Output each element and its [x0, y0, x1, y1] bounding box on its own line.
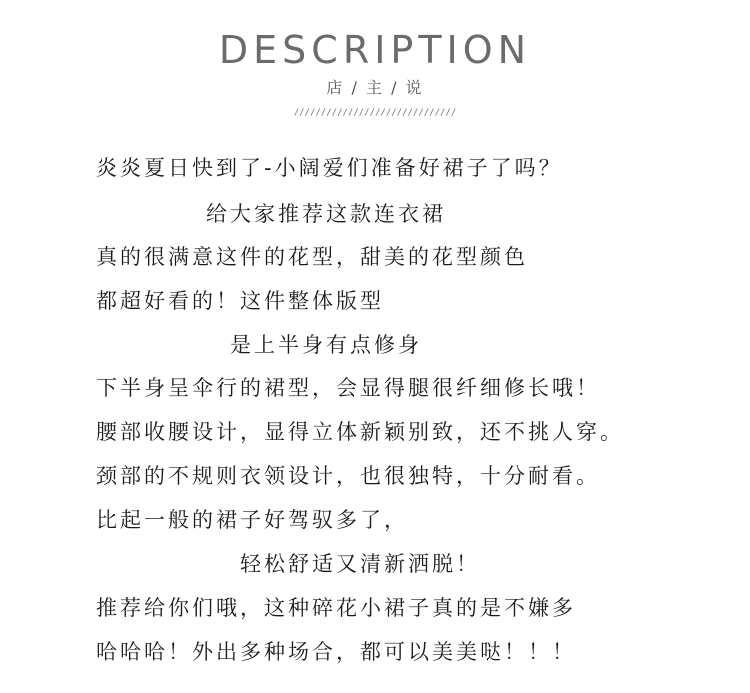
body-line: 下半身呈伞行的裙型，会显得腿很纤细修长哦！ — [96, 376, 600, 400]
body-line: 比起一般的裙子好驾驭多了， — [96, 508, 408, 532]
body-line: 轻松舒适又清新洒脱！ — [240, 552, 480, 576]
page-title: DESCRIPTION — [218, 28, 532, 72]
page-subtitle: 店 / 主 / 说 — [326, 78, 424, 97]
body-line: 哈哈哈！外出多种场合，都可以美美哒！！！ — [96, 640, 576, 664]
description-header — [0, 28, 750, 119]
body-line: 是上半身有点修身 — [230, 333, 422, 357]
body-line: 腰部收腰设计，显得立体新颖别致，还不挑人穿。 — [96, 420, 624, 444]
body-line: 推荐给你们哦，这种碎花小裙子真的是不嫌多 — [96, 596, 576, 620]
hatch-divider: ////////////////////////////// — [293, 108, 457, 118]
body-line: 颈部的不规则衣领设计，也很独特，十分耐看。 — [96, 464, 600, 488]
body-line: 都超好看的！这件整体版型 — [96, 289, 384, 313]
body-line: 真的很满意这件的花型，甜美的花型颜色 — [96, 245, 528, 269]
body-line: 给大家推荐这款连衣裙 — [206, 202, 446, 226]
body-line: 炎炎夏日快到了-小阔爱们准备好裙子了吗？ — [96, 156, 563, 180]
